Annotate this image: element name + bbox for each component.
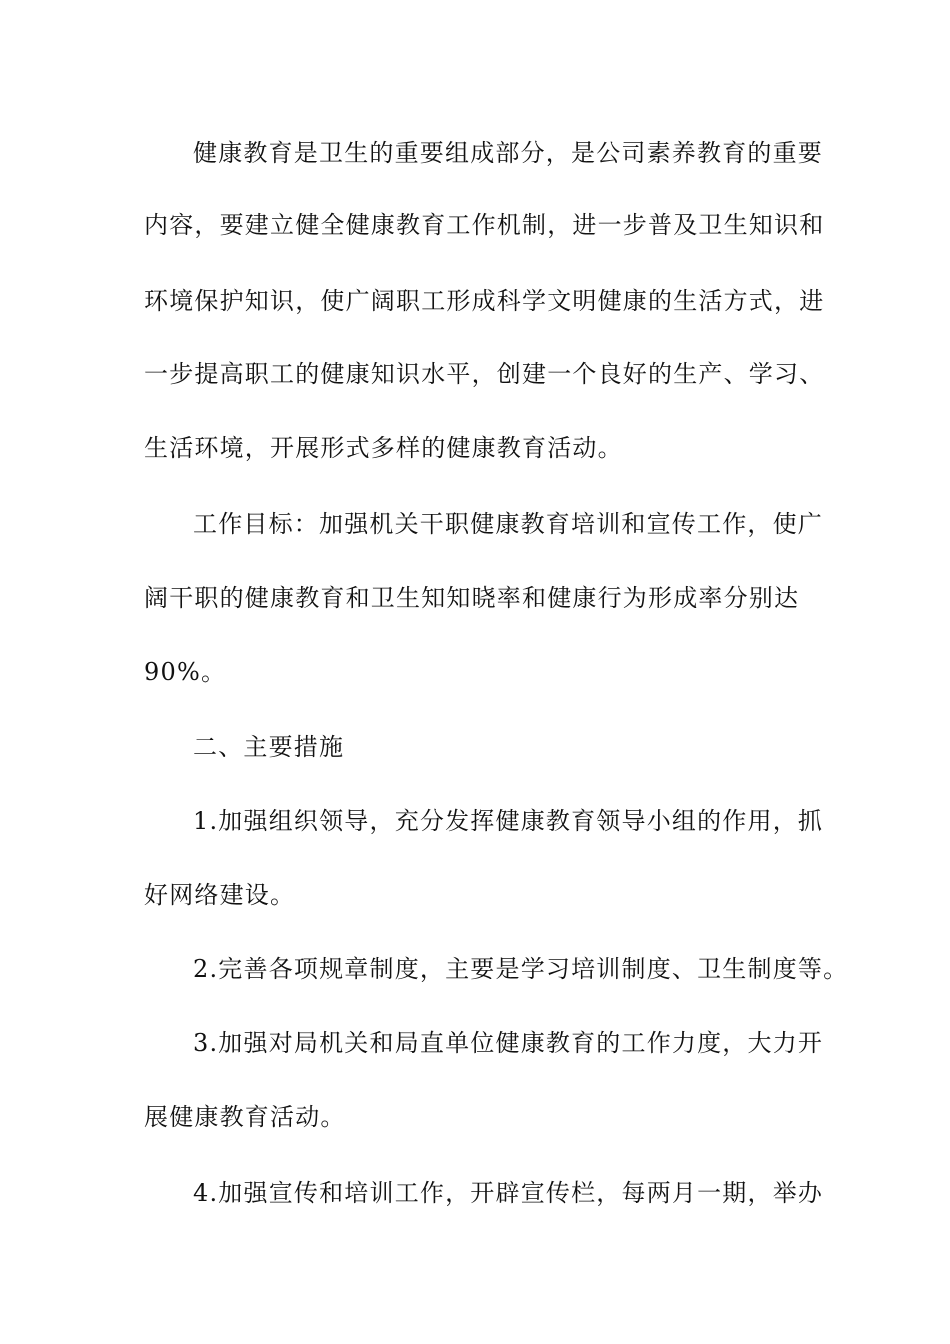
- paragraph-line: 健康教育是卫生的重要组成部分，是公司素养教育的重要: [193, 139, 823, 167]
- paragraph-line: 一步提高职工的健康知识水平，创建一个良好的生产、学习、: [144, 360, 825, 388]
- paragraph-line: 生活环境，开展形式多样的健康教育活动。: [144, 434, 623, 462]
- paragraph-line: 内容，要建立健全健康教育工作机制，进一步普及卫生知识和: [144, 211, 825, 239]
- list-item-line: 1.加强组织领导，充分发挥健康教育领导小组的作用，抓: [193, 807, 824, 835]
- list-item-line: 2.完善各项规章制度，主要是学习培训制度、卫生制度等。: [193, 955, 849, 983]
- paragraph-line: 阔干职的健康教育和卫生知知晓率和健康行为形成率分别达: [144, 584, 800, 612]
- paragraph-line: 工作目标：加强机关干职健康教育培训和宣传工作，使广: [193, 510, 823, 538]
- list-item-line: 好网络建设。: [144, 881, 296, 909]
- list-item-line: 3.加强对局机关和局直单位健康教育的工作力度，大力开: [193, 1029, 824, 1057]
- paragraph-line: 环境保护知识，使广阔职工形成科学文明健康的生活方式，进: [144, 287, 825, 315]
- list-item-line: 4.加强宣传和培训工作，开辟宣传栏，每两月一期，举办: [193, 1179, 824, 1207]
- section-heading: 二、主要措施: [193, 733, 345, 761]
- paragraph-line: 90%。: [144, 658, 227, 686]
- list-item-line: 展健康教育活动。: [144, 1103, 346, 1131]
